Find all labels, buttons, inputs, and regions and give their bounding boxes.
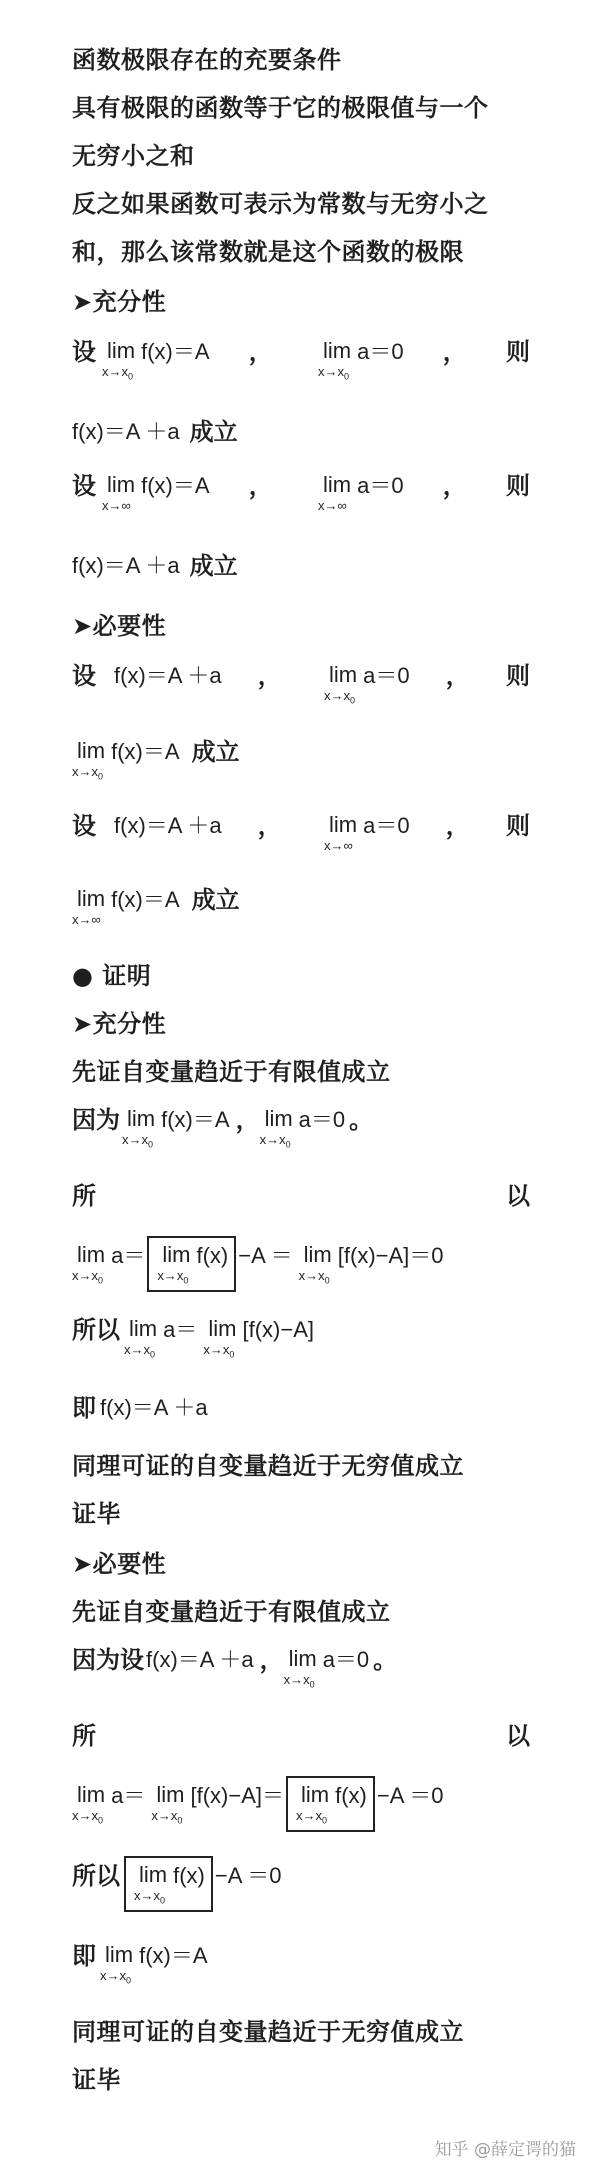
limit-x0: lim $x\to x_0$ — [102, 338, 136, 382]
limit-x0: lim $x\to x_0$ — [157, 1242, 191, 1286]
proof-heading: ● 证明 — [72, 962, 152, 990]
derivation-suff: lim $x\to x_0$ a＝ lim $x\to x_0$ f(x) −A ＝ lim $x\to x_0$ [f(x)−A] ＝0 — [72, 1242, 530, 1292]
conclusion-suff-1: f(x)＝A ＋a 成立 — [72, 418, 238, 446]
a-eq-0: a＝0 — [357, 339, 404, 364]
limit-inf: lim x→∞ — [323, 812, 358, 853]
limit-x0: lim $x\to x_0$ — [124, 1316, 158, 1360]
derivation-nec: lim $x\to x_0$ a＝ lim $x\to x_0$ [f(x)−A] ＝ lim $x\to x_0$ f(x) −A ＝0 — [72, 1782, 530, 1832]
limit-x0: lim $x\to x_0$ — [122, 1106, 156, 1150]
limit-x0: lim $x\to x_0$ — [317, 338, 352, 382]
limit-inf: lim x→∞ — [317, 472, 352, 513]
so-spread-line-1: 所 以 — [72, 1182, 530, 1210]
intro-line-2: 无穷小之和 — [72, 142, 195, 170]
limit-x0: lim $x\to x_0$ — [323, 662, 358, 706]
limit-x0: lim $x\to x_0$ — [283, 1646, 317, 1690]
so-line-nec: 所以 lim $x\to x_0$ f(x) −A ＝0 — [72, 1862, 530, 1912]
finite-first-line-2: 先证自变量趋近于有限值成立 — [72, 1598, 391, 1626]
limit-x0: lim $x\to x_0$ — [72, 738, 106, 782]
done-line-1: 证毕 — [72, 1500, 121, 1528]
statement-suff-1: 设 lim $x\to x_0$ f(x)＝A ， lim $x\to x_0$ a＝0 ， 则 — [72, 338, 530, 382]
page-title: 函数极限存在的充要条件 — [72, 46, 342, 74]
limit-x0: lim $x\to x_0$ — [296, 1782, 330, 1826]
conclusion-suff-2: f(x)＝A ＋a 成立 — [72, 552, 238, 580]
ie-line-nec: 即 lim $x\to x_0$ f(x)＝A — [72, 1942, 208, 1986]
conclusion-nec-2: lim x→∞ f(x)＝A 成立 — [72, 886, 240, 927]
sufficiency-heading: ➤充分性 — [72, 288, 167, 316]
limit-x0: lim $x\to x_0$ — [100, 1942, 134, 1986]
let-word: 设 — [72, 338, 96, 366]
bracket-group: lim $x\to x_0$ f(x) — [286, 1776, 375, 1832]
limit-x0: lim $x\to x_0$ — [134, 1862, 168, 1906]
limit-x0: lim $x\to x_0$ — [259, 1106, 293, 1150]
statement-suff-2: 设 lim x→∞ f(x)＝A ， lim x→∞ a＝0 ， 则 — [72, 472, 530, 513]
then-word: 则 — [505, 338, 530, 366]
bracket-group: lim $x\to x_0$ f(x) — [124, 1856, 213, 1912]
because-line-1: 因为 lim $x\to x_0$ f(x)＝A ， lim $x\to x_0$ a＝0 。 — [72, 1106, 374, 1150]
limit-inf: lim x→∞ — [72, 886, 106, 927]
done-line-2: 证毕 — [72, 2066, 121, 2094]
finite-first-line: 先证自变量趋近于有限值成立 — [72, 1058, 391, 1086]
limit-x0: lim $x\to x_0$ — [151, 1782, 185, 1826]
limit-x0: lim $x\to x_0$ — [203, 1316, 237, 1360]
proof-sufficiency-heading: ➤充分性 — [72, 1010, 167, 1038]
limit-x0: lim $x\to x_0$ — [298, 1242, 332, 1286]
conclusion-nec-1: lim $x\to x_0$ f(x)＝A 成立 — [72, 738, 240, 782]
watermark: 知乎 @薛定谔的猫 — [434, 2140, 576, 2160]
bracket-group: lim $x\to x_0$ f(x) — [147, 1236, 236, 1292]
so-spread-line-2: 所 以 — [72, 1722, 530, 1750]
intro-line-1: 具有极限的函数等于它的极限值与一个 — [72, 94, 489, 122]
statement-nec-1: 设 f(x)＝A ＋a ， lim $x\to x_0$ a＝0 ， 则 — [72, 662, 530, 706]
limit-x0: lim $x\to x_0$ — [72, 1242, 106, 1286]
statement-nec-2: 设 f(x)＝A ＋a ， lim x→∞ a＝0 ， 则 — [72, 812, 530, 853]
intro-line-4: 和，那么该常数就是这个函数的极限 — [72, 238, 464, 266]
proof-necessity-heading: ➤必要性 — [72, 1550, 167, 1578]
necessity-heading: ➤必要性 — [72, 612, 167, 640]
limit-inf: lim x→∞ — [102, 472, 136, 513]
infinite-similar-line-1: 同理可证的自变量趋近于无穷值成立 — [72, 1452, 464, 1480]
so-line-suff: 所以 lim $x\to x_0$ a＝ lim $x\to x_0$ [f(x)−A] — [72, 1316, 314, 1360]
ie-line-suff: 即 f(x)＝A ＋a — [72, 1394, 208, 1422]
fx-eq-A: f(x)＝A — [141, 339, 210, 364]
intro-line-3: 反之如果函数可表示为常数与无穷小之 — [72, 190, 489, 218]
infinite-similar-line-2: 同理可证的自变量趋近于无穷值成立 — [72, 2018, 464, 2046]
limit-x0: lim $x\to x_0$ — [72, 1782, 106, 1826]
because-line-2: 因为设 f(x)＝A ＋a ， lim $x\to x_0$ a＝0 。 — [72, 1646, 398, 1690]
